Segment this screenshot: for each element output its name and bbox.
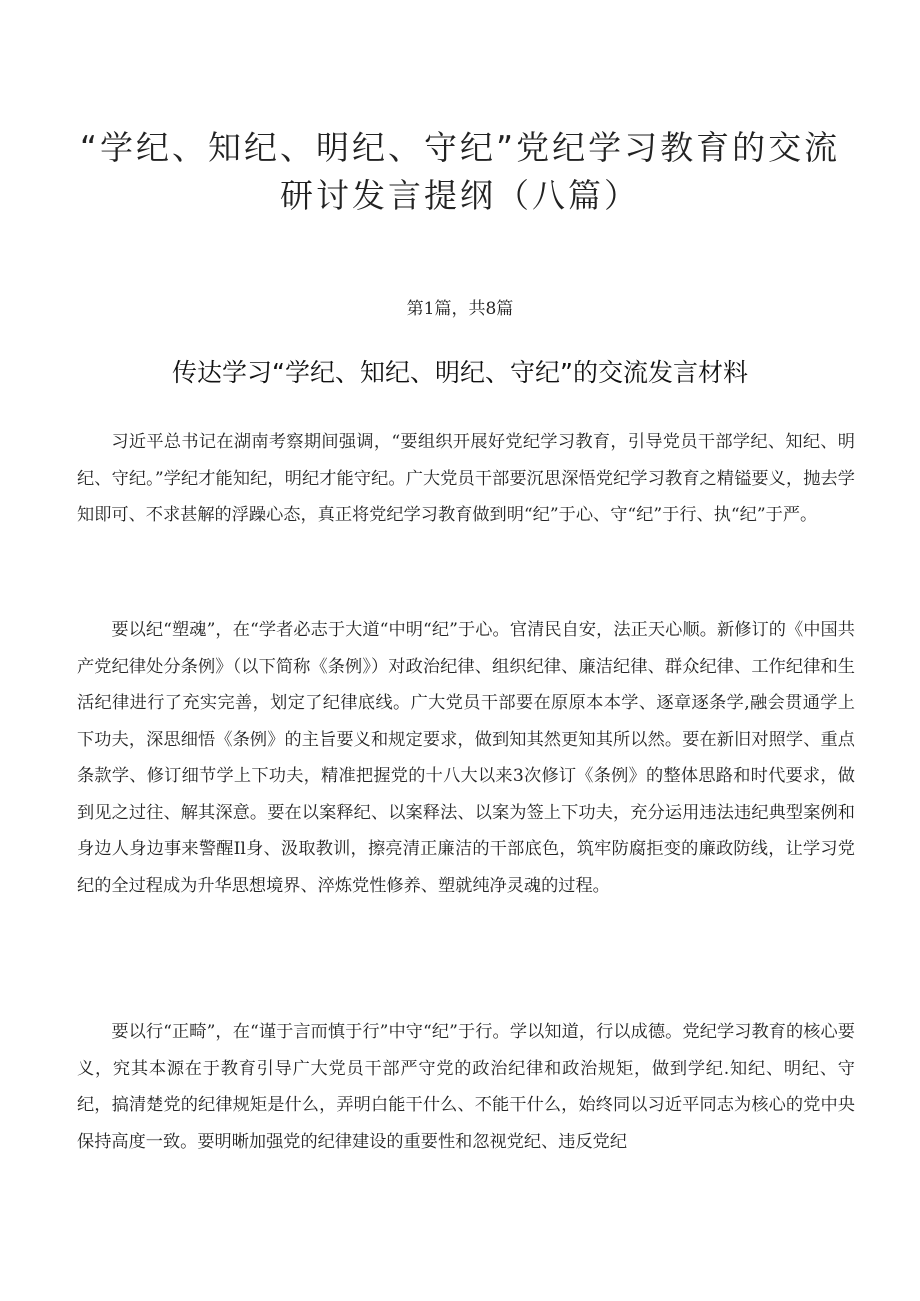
section-title: 传达学习“学纪、知纪、明纪、守纪”的交流发言材料 (172, 358, 748, 387)
body-paragraph-1: 习近平总书记在湖南考察期间强调，“要组织开展好党纪学习教育，引导党员干部学纪、知纪、明纪、守纪。”学纪才能知纪，明纪才能守纪。广大党员干部要沉思深悟党纪学习教育之精镒要义，抛去学知即可、不求甚解的浮躁心态，真正将党纪学习教育做到明“纪”于心、守“纪”于行、执“纪”于严。 (77, 432, 855, 525)
document-title-line-2: 研讨发言提纲（八篇） (280, 176, 640, 215)
body-paragraph-2: 要以纪“塑魂”，在“学者必志于大道“中明“纪”于心。官清民自安，法正天心顺。新修订的《中国共产党纪律处分条例》（以下简称《条例》）对政治纪律、组织纪律、廉洁纪律、群众纪律、工作纪律和生活纪律进行了充实完善，划定了纪律底线。广大党员干部要在原原本本学、逐章逐条学,融会贯通学上下功夫，深思细悟《条例》的主旨要义和规定要求，做到知其然更知其所以然。要在新旧对照学、重点条款学、修订细节学上下功夫，精准把握党的十八大以来3次修订《条例》的整体思路和时代要求，做到见之过往、解其深意。要在以案释纪、以案释法、以案为签上下功夫，充分运用违法违纪典型案例和身边人身边事来警醒Il身、汲取教训，擦亮清正廉洁的干部底色，筑牢防腐拒变的廉政防线，让学习党纪的全过程成为升华思想境界、淬炼党性修养、塑就纯净灵魂的过程。 (77, 620, 855, 896)
part-label: 第1篇，共8篇 (406, 299, 514, 319)
body-paragraph-3: 要以行“正畸”，在“谨于言而慎于行”中守“纪”于行。学以知道，行以成德。党纪学习教育的核心要义，究其本源在于教育引导广大党员干部严守党的政治纪律和政治规矩，做到学纪.知纪、明纪、守纪，搞清楚党的纪律规矩是什么，弄明白能干什么、不能干什么，始终同以习近平同志为核心的党中央保持高度一致。要明晰加强党的纪律建设的重要性和忽视党纪、违反党纪 (77, 1022, 855, 1152)
document-title-line-1: “学纪、知纪、明纪、守纪”党纪学习教育的交流 (79, 128, 841, 167)
